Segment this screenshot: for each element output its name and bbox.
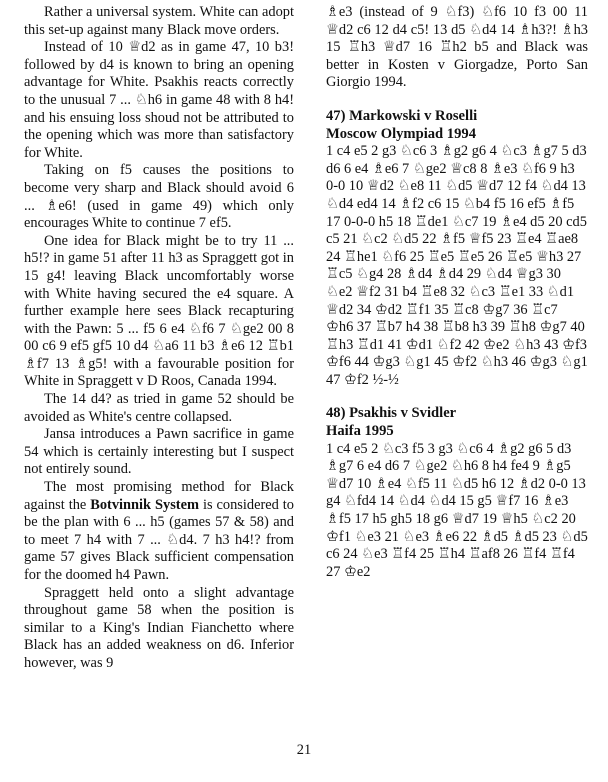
game-47-players: 47) Markowski v Roselli bbox=[326, 107, 478, 124]
paragraph-opening-advantage: Instead of 10 ♕d2 as in game 47, 10 b3! followed by d4 is known to bring an opening advantage for White. Psakhis reacts correctly to the unusual 7 ... ♘h6 in game 48 with 8 h4! and his ensuing loss shoud not be attributed to the opening which was more than satisfactory for White. bbox=[24, 39, 294, 161]
game-48-event: Haifa 1995 bbox=[326, 423, 394, 440]
paragraph-jansa-sacrifice: Jansa introduces a Pawn sacrifice in game 54 which is certainly interesting but I suspect not entirely sound. bbox=[24, 426, 294, 478]
spacer bbox=[326, 92, 588, 108]
text-segment: The most promising method for Black against the bbox=[24, 479, 294, 513]
page-number: 21 bbox=[296, 742, 312, 758]
game-47-moves: 1 c4 e5 2 g3 ♘c6 3 ♗g2 g6 4 ♘c3 ♗g7 5 d3 d6 6 e4 ♗e6 7 ♘ge2 ♕c8 8 ♗e3 ♘f6 9 h3 0-0 10 ♕d2 ♘e8 11 ♘d5 ♕d7 12 f4 ♘d4 13 ♘d4 ed4 14 ♗f2 c6 15 ♘b4 f5 16 ef5 ♗f5 17 0-0-0 h5 18 ♖de1 ♘c7 19 ♗e4 d5 20 cd5 c5 21 ♘c2 ♘d5 22 ♗f5 ♕f5 23 ♖e4 ♖ae8 24 ♖he1 ♘f6 25 ♖e5 ♖e5 26 ♖e5 ♕h3 27 ♖c5 ♘g4 28 ♗d4 ♗d4 29 ♘d4 ♕g3 30 ♘e2 ♕f2 31 b4 ♖e8 32 ♘c3 ♖e1 33 ♘d1 ♕d2 34 ♔d2 ♖f1 35 ♖c8 ♔g7 36 ♖c7 ♔h6 37 ♖b7 h4 38 ♖b8 h3 39 ♖h8 ♔g7 40 ♖h3 ♖d1 41 ♔d1 ♘f2 42 ♔e2 ♘h3 43 ♔f3 ♔f6 44 ♔g3 ♘g1 45 ♔f2 ♘h3 46 ♔g3 ♘g1 47 ♔f2 ½-½ bbox=[326, 143, 588, 388]
botvinnik-system-term: Botvinnik System bbox=[90, 496, 199, 513]
paragraph-universal-system: Rather a universal system. White can adopt this set-up against many Black move orders. bbox=[24, 4, 294, 38]
paragraph-botvinnik-system bbox=[24, 479, 294, 585]
left-column bbox=[24, 4, 294, 673]
right-column bbox=[326, 4, 588, 581]
game-48-players: 48) Psakhis v Svidler bbox=[326, 405, 457, 422]
paragraph-continuation: ♗e3 (instead of 9 ♘f3) ♘f6 10 f3 00 11 ♕d2 c6 12 d4 c5! 13 d5 ♘d4 14 ♗h3?! ♗h3 15 ♖h3 ♕d7 16 ♖h2 b5 and Black was better in Kosten v Giorgadze, Porto San Giorgio 1994. bbox=[326, 4, 588, 91]
paragraph-idea-for-black: One idea for Black might be to try 11 ... h5!? in game 51 after 11 h3 as Spraggett got in 15 g4! leaving Black uncomfortably worse with White having secured the e4 square. A further example here sees Black recapturing with the Pawn: 5 ... f5 6 e4 ♘f6 7 ♘ge2 00 8 00 c6 9 ef5 gf5 10 d4 ♘a6 11 b3 ♗e6 12 ♖b1 ♗f7 13 ♗g5! with a favourable position for White in Spraggett v D Roos, Canada 1994. bbox=[24, 232, 294, 390]
paragraph-spraggett: Spraggett held onto a slight advantage throughout game 58 when the position is similar to a King's Indian Fianchetto where Black has an added weakness on d6. Inferior however, was 9 bbox=[24, 584, 294, 671]
paragraph-taking-on-f5: Taking on f5 causes the positions to become very sharp and Black should avoid 6 ... ♗e6! (used in game 49) which only encourages White to continue 7 ef5. bbox=[24, 162, 294, 232]
paragraph-game-52: The 14 d4? as tried in game 52 should be avoided as White's centre collapsed. bbox=[24, 391, 294, 425]
spacer bbox=[326, 389, 588, 405]
game-47-event: Moscow Olympiad 1994 bbox=[326, 125, 476, 142]
text-segment: is considered to be the plan with 6 ... h5 (games 57 & 58) and to meet 7 h4 with 7 ... ♘d4. 7 h3 h4!? from game 57 gives Black sufficient compensation for the doomed h4 Pawn. bbox=[24, 496, 294, 583]
game-48-moves: 1 c4 e5 2 ♘c3 f5 3 g3 ♘c6 4 ♗g2 g6 5 d3 ♗g7 6 e4 d6 7 ♘ge2 ♘h6 8 h4 fe4 9 ♗g5 ♕d7 10 ♗e4 ♘f5 11 ♘d5 h6 12 ♗d2 0-0 13 g4 ♘fd4 14 ♘d4 ♘d4 15 g5 ♕f7 16 ♗e3 ♗f5 17 h5 gh5 18 g6 ♕d7 19 ♕h5 ♘c2 20 ♔f1 ♘e3 21 ♘e3 ♗e6 22 ♗d5 ♗d5 23 ♘d5 c6 24 ♘e3 ♖f4 25 ♖h4 ♖af8 26 ♖f4 ♖f4 27 ♔e2 bbox=[326, 440, 588, 580]
